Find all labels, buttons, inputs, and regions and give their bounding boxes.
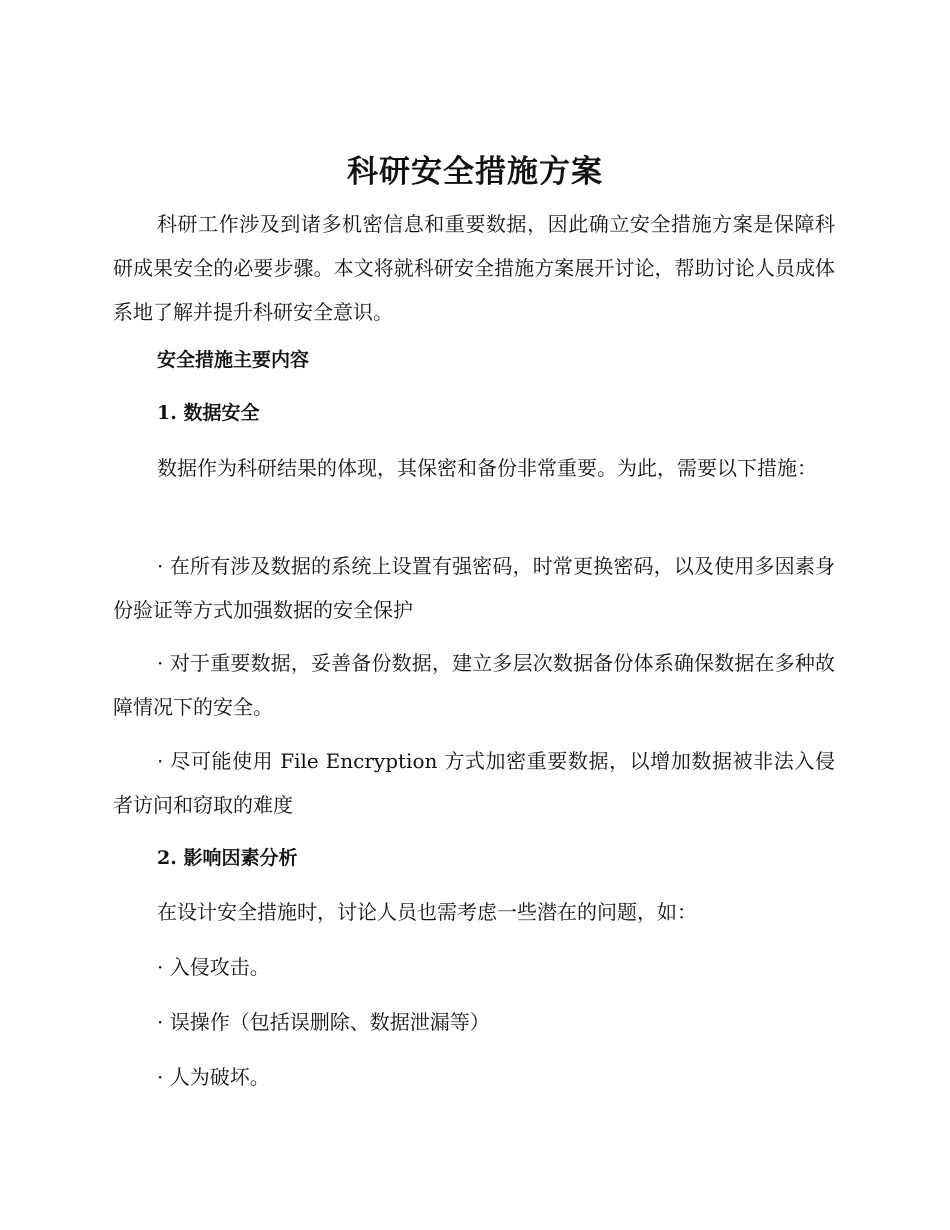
section-1-heading (157, 391, 837, 435)
section-main-heading: 安全措施主要内容 (157, 349, 310, 371)
section-2-intro: 在设计安全措施时，讨论人员也需考虑一些潜在的问题，如： (157, 900, 697, 924)
section-2-bullet-1: · 入侵攻击。 (157, 955, 270, 979)
section-2-bullet-2: · 误操作（包括误删除、数据泄漏等） (157, 1010, 490, 1034)
intro-paragraph: 科研工作涉及到诸多机密信息和重要数据，因此确立安全措施方案是保障科研成果安全的必要步骤。本文将就科研安全措施方案展开讨论，帮助讨论人员成体系地了解并提升科研安全意识。 (113, 212, 835, 324)
section-2-heading (157, 836, 837, 880)
section-2-number: 2. (157, 847, 177, 869)
section-1-bullet-2: · 对于重要数据，妥善备份数据，建立多层次数据备份体系确保数据在多种故障情况下的安全。 (113, 651, 835, 719)
section-1-bullet-3: · 尽可能使用 File Encryption 方式加密重要数据，以增加数据被非法入侵者访问和窃取的难度 (113, 749, 835, 817)
section-1-bullet-1: · 在所有涉及数据的系统上设置有强密码，时常更换密码，以及使用多因素身份验证等方式加强数据的安全保护 (113, 554, 835, 622)
section-1-intro: 数据作为科研结果的体现，其保密和备份非常重要。为此，需要以下措施： (157, 456, 817, 480)
section-1-title: 数据安全 (183, 402, 260, 424)
section-2-bullet-3: · 人为破坏。 (157, 1065, 270, 1089)
section-2-title: 影响因素分析 (183, 847, 298, 869)
document-title: 科研安全措施方案 (347, 154, 603, 190)
section-1-number: 1. (157, 402, 177, 424)
